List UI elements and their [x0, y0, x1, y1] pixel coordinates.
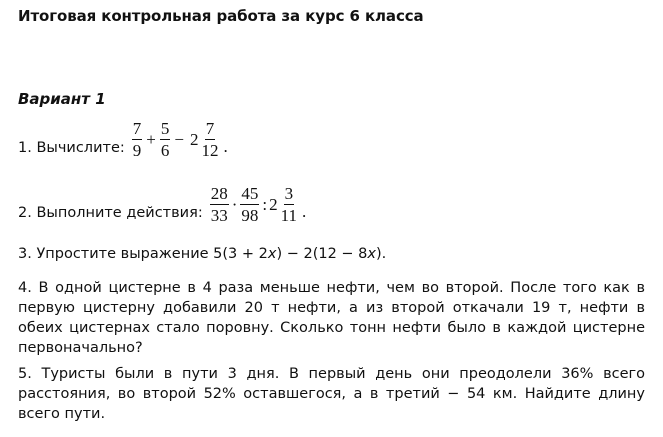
fraction: $\frac{28}{33}$ — [210, 184, 228, 225]
variant-heading: Вариант 1 — [18, 90, 106, 108]
fraction: $\frac{45}{98}$ — [241, 184, 259, 225]
task-2 — [18, 185, 306, 224]
task-1-expression: $\frac{7}{9}$ + $\frac{5}{6}$ − 2 $\frac{7}{12}$ . — [132, 119, 228, 160]
task-2-label: 2. Выполните действия: — [18, 205, 203, 221]
task-4: 4. В одной цистерне в 4 раза меньше нефти, чем во второй. После того как в первую цистерну добавили 20 т нефти, а из второй откачали 19 т, нефти в обеих цистернах стало поровну. Сколько тонн нефти было в каждой цистерне первоначально? — [18, 280, 645, 356]
task-1-label: 1. Вычислите: — [18, 140, 125, 156]
task-3: 3. Упростите выражение 5(3 + 2 x ) − 2(12 − 8 x ). — [18, 246, 387, 262]
task-1 — [18, 120, 228, 159]
fraction: $\frac{7}{12}$ — [201, 119, 219, 160]
fraction: $\frac{3}{11}$ — [280, 184, 297, 225]
task-5: 5. Туристы были в пути 3 дня. В первый день они преодолели 36% всего расстояния, во второй 52% оставшегося, а в третий − 54 км. Найдите длину всего пути. — [18, 366, 645, 422]
task-2-expression: $\frac{28}{33}$ · $\frac{45}{98}$ : 2 $\frac{3}{11}$ . — [210, 184, 307, 225]
fraction: $\frac{5}{6}$ — [160, 119, 170, 160]
document-title: Итоговая контрольная работа за курс 6 класса — [18, 7, 424, 25]
fraction: $\frac{7}{9}$ — [132, 119, 142, 160]
